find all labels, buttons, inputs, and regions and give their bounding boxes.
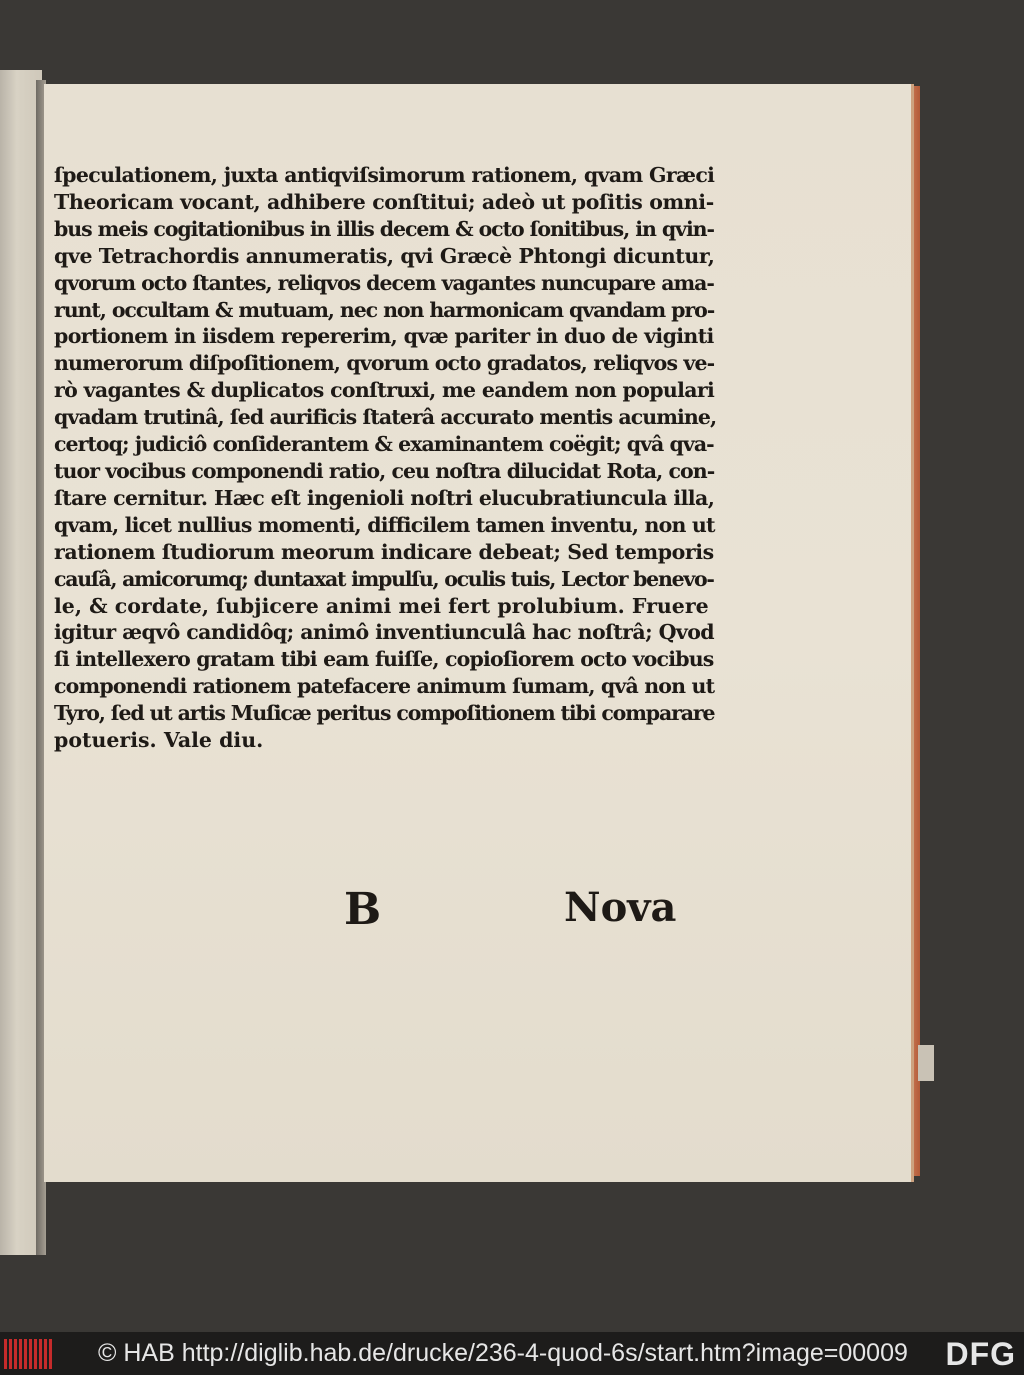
text-line: rationem ſtudiorum meorum indicare debeat; Sed temporis [54,539,714,564]
text-line: portionem in iisdem repererim, qvæ pariter in duo de viginti [54,324,714,349]
copyright-link[interactable]: © HAB http://diglib.hab.de/drucke/236-4-quod-6s/start.htm?image=00009 [98,1339,908,1367]
text-line: bus meis cogitationibus in illis decem & octo ſonitibus, in qvin- [54,216,714,241]
text-line: cauſâ, amicorumq; duntaxat impulſu, oculis tuis, Lector benevo- [54,566,714,591]
catchword: Nova [564,884,677,931]
book-page [44,84,914,1182]
text-line: numerorum diſpoſitionem, qvorum octo gradatos, reliqvos ve- [54,351,715,376]
text-line: ſtare cernitur. Hæc eſt ingenioli noſtri elucubratiuncula illa, [54,485,715,510]
body-text [54,162,717,754]
text-line: qvadam trutinâ, ſed aurificis ſtaterâ accurato mentis acumine, [54,405,717,430]
text-line: rò vagantes & duplicatos conſtruxi, me eandem non populari [54,378,715,403]
hab-logo-icon[interactable] [4,1339,54,1369]
text-line: qvorum octo ſtantes, reliqvos decem vagantes nuncupare ama- [54,270,714,295]
text-line: componendi rationem patefacere animum ſumam, qvâ non ut [54,674,715,699]
text-line: le, & cordate, ſubjicere animi mei fert prolubium. Fruere [54,593,709,618]
signature-mark: B [344,884,382,935]
text-line: tuor vocibus componendi ratio, ceu noſtra dilucidat Rota, con- [54,458,715,483]
text-line: ſpeculationem, juxta antiqviſsimorum rationem, qvam Græci [54,163,715,187]
text-line: potueris. Vale diu. [54,728,264,753]
text-line: qve Tetrachordis annumeratis, qvi Græcè Phtongi dicuntur, [54,243,715,268]
page-tab [918,1045,934,1081]
text-line: igitur æqvô candidôq; animô inventiunculâ hac noſtrâ; Qvod [54,620,715,645]
text-line: qvam, licet nullius momenti, difficilem tamen inventu, non ut [54,512,715,537]
text-line: certoq; judiciô conſiderantem & examinantem coëgit; qvâ qva- [54,432,714,457]
text-line: Theoricam vocant, adhibere conſtitui; adeò ut poſitis omni- [54,189,714,214]
text-line: runt, occultam & mutuam, nec non harmonicam qvandam pro- [54,297,715,322]
text-line: Tyro, ſed ut artis Muſicæ peritus compoſitionem tibi comparare [54,701,715,726]
text-line: ſi intellexero gratam tibi eam fuiſſe, copioſiorem octo vocibus [54,647,714,672]
dfg-logo[interactable]: DFG [945,1336,1016,1372]
footer-bar [0,1332,1024,1375]
